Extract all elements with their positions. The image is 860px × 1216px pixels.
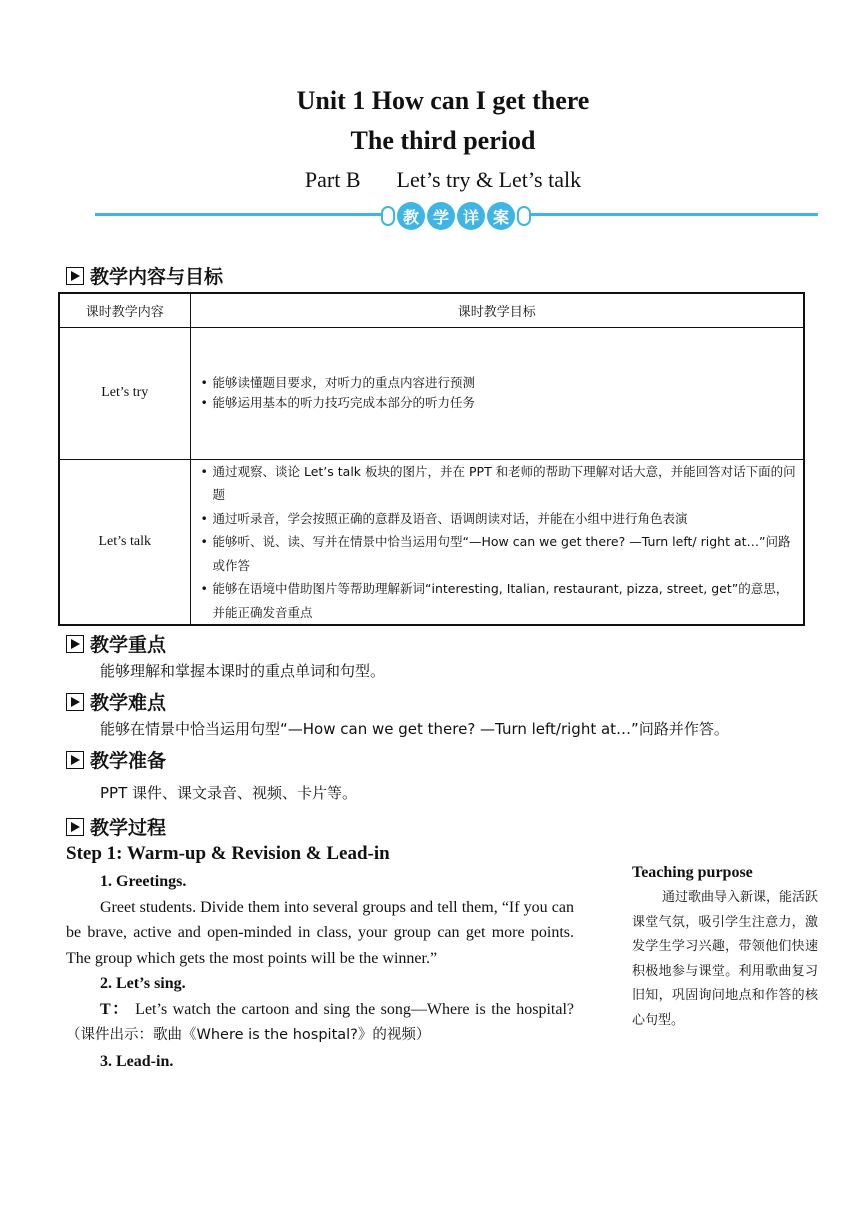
table-cell-content: Let’s talk bbox=[59, 459, 190, 625]
play-marker-icon bbox=[66, 267, 84, 285]
goal-item: • 通过观察、谈论 Let’s talk 板块的图片，并在 PPT 和老师的帮助下理解对话大意，并能回答对话下面的问题 bbox=[201, 460, 798, 507]
table-cell-goals bbox=[190, 327, 804, 459]
banner-divider-left bbox=[95, 213, 385, 216]
table-cell-content: Let’s try bbox=[59, 327, 190, 459]
part-label: Part B bbox=[304, 167, 361, 192]
courseware-note: （课件出示：歌曲《Where is the hospital?》的视频） bbox=[66, 1027, 431, 1043]
item-text bbox=[66, 997, 574, 1049]
table-header-goals: 课时教学目标 bbox=[190, 293, 804, 327]
dialogue-text: Let’s watch the cartoon and sing the song—Where is the hospital? bbox=[135, 1000, 574, 1018]
table-row bbox=[59, 327, 804, 459]
item-title: 1. Greetings. bbox=[100, 873, 187, 890]
banner-divider-right bbox=[530, 213, 818, 216]
key-points-text: 能够理解和掌握本课时的重点单词和句型。 bbox=[100, 662, 386, 680]
teaching-purpose-title: Teaching purpose bbox=[632, 864, 753, 881]
section-heading: 教学重点 bbox=[90, 634, 167, 656]
teaching-purpose-box bbox=[632, 864, 818, 1033]
banner-char: 教 bbox=[397, 202, 425, 230]
section-process bbox=[66, 813, 166, 840]
objectives-table bbox=[58, 292, 805, 626]
speaker-label: T： bbox=[100, 1000, 130, 1018]
preparation-text: PPT 课件、课文录音、视频、卡片等。 bbox=[100, 784, 358, 802]
step-title: Step 1: Warm-up & Revision & Lead-in bbox=[66, 843, 390, 864]
table-header-row bbox=[59, 293, 804, 327]
goal-item: • 能够运用基本的听力技巧完成本部分的听力任务 bbox=[201, 393, 798, 413]
section-difficult-points bbox=[66, 688, 166, 715]
banner-cap-right bbox=[517, 206, 531, 226]
section-heading: 教学准备 bbox=[90, 750, 167, 772]
table-row bbox=[59, 459, 804, 625]
item-text: Greet students. Divide them into several groups and tell them, “If you can be brave, active and open-minded in class, your group can get more points. The group which gets the most points will be the winner.” bbox=[66, 898, 574, 967]
item-title: 3. Lead-in. bbox=[100, 1052, 174, 1070]
play-marker-icon bbox=[66, 751, 84, 769]
goal-item: • 能够听、说、读、写并在情景中恰当运用句型“—How can we get there? —Turn left/ right at…”问路或作答 bbox=[201, 530, 798, 577]
section-key-points bbox=[66, 630, 166, 657]
banner-char: 学 bbox=[427, 202, 455, 230]
play-marker-icon bbox=[66, 693, 84, 711]
banner-cap-left bbox=[381, 206, 395, 226]
teaching-plan-banner bbox=[380, 200, 532, 232]
table-header-content: 课时教学内容 bbox=[59, 293, 190, 327]
part-title bbox=[0, 167, 860, 193]
goal-item: • 通过听录音，学会按照正确的意群及语音、语调朗读对话，并能在小组中进行角色表演 bbox=[201, 507, 798, 531]
lesson-label: Let’s try & Let’s talk bbox=[396, 167, 582, 192]
section-heading: 教学过程 bbox=[90, 817, 167, 839]
goal-item: • 能够读懂题目要求，对听力的重点内容进行预测 bbox=[201, 373, 798, 393]
banner-char: 案 bbox=[487, 202, 515, 230]
play-marker-icon bbox=[66, 818, 84, 836]
difficult-points-text: 能够在情景中恰当运用句型“—How can we get there? —Turn left/right at…”问路并作答。 bbox=[100, 720, 729, 738]
document-title: Unit 1 How can I get there bbox=[296, 86, 590, 115]
section-heading: 教学难点 bbox=[90, 692, 167, 714]
section-preparation bbox=[66, 746, 166, 773]
table-cell-goals bbox=[190, 459, 804, 625]
goal-item: • 能够在语境中借助图片等帮助理解新词“interesting, Italian, restaurant, pizza, street, get”的意思，并能正确发音重点 bbox=[201, 577, 798, 624]
process-body bbox=[66, 869, 574, 1074]
section-heading: 教学内容与目标 bbox=[90, 266, 224, 288]
item-title: 2. Let’s sing. bbox=[100, 975, 186, 992]
section-objectives bbox=[66, 262, 223, 289]
period-title: The third period bbox=[350, 126, 536, 155]
banner-char: 详 bbox=[457, 202, 485, 230]
teaching-purpose-text: 通过歌曲导入新课，能活跃课堂气氛，吸引学生注意力，激发学生学习兴趣，带领他们快速积极地参与课堂。利用歌曲复习旧知，巩固询问地点和作答的核心句型。 bbox=[632, 890, 819, 1028]
play-marker-icon bbox=[66, 635, 84, 653]
